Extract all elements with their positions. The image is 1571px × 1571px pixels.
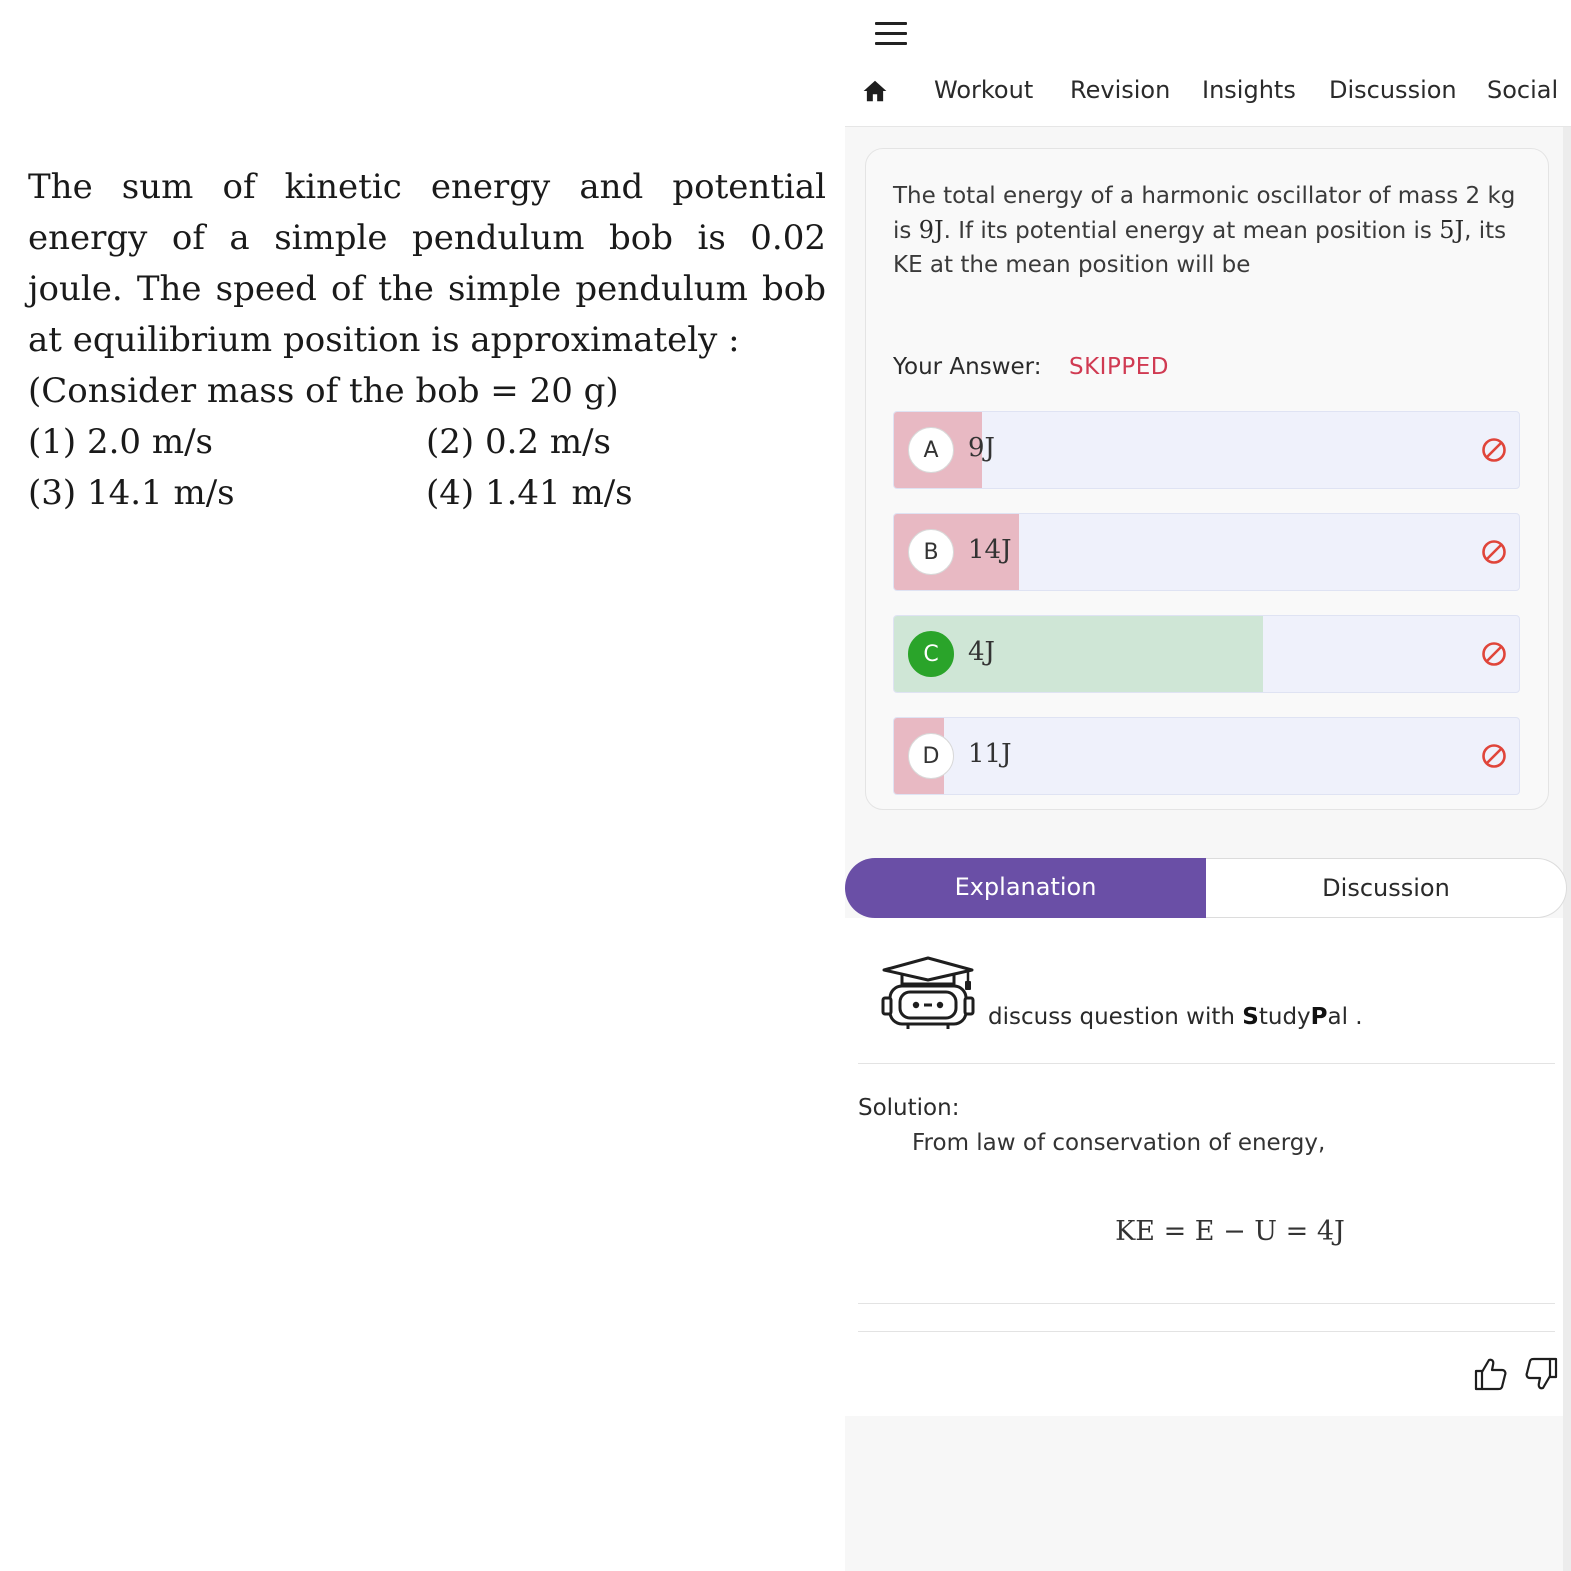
- option-d[interactable]: [893, 717, 1520, 795]
- option-c[interactable]: [893, 615, 1520, 693]
- left-option-3: (3) 14.1 m/s: [28, 473, 235, 513]
- option-a-letter: A: [908, 427, 954, 473]
- solution-label: Solution:: [858, 1095, 960, 1121]
- your-answer-status: SKIPPED: [1069, 354, 1169, 380]
- nav-discussion[interactable]: Discussion: [1329, 76, 1457, 104]
- tab-discussion[interactable]: Discussion: [1206, 858, 1567, 918]
- ban-icon: [1481, 641, 1507, 667]
- ban-icon: [1481, 743, 1507, 769]
- solution-text: From law of conservation of energy,: [912, 1130, 1326, 1156]
- ban-icon: [1481, 539, 1507, 565]
- left-option-1: (1) 2.0 m/s: [28, 422, 213, 462]
- left-question-stem: The sum of kinetic energy and potential energy of a simple pendulum bob is 0.02 joule. The speed of the simple pendulum bob at equilibrium position is approximately :: [28, 167, 826, 360]
- solution-formula: KE = E − U = 4J: [1115, 1216, 1345, 1247]
- option-a[interactable]: [893, 411, 1520, 489]
- left-question-options: [28, 417, 826, 519]
- your-answer-label: Your Answer:: [893, 354, 1042, 380]
- divider: [858, 1303, 1555, 1304]
- thumbs-up-icon[interactable]: [1473, 1356, 1507, 1392]
- question-text: The total energy of a harmonic oscillator of mass 2 kg is 9J. If its potential energy at mean position is 5J, its KE at the mean position will be: [893, 183, 1516, 278]
- studypal-robot-icon[interactable]: [880, 954, 976, 1030]
- nav-workout[interactable]: Workout: [934, 76, 1034, 104]
- scrollbar[interactable]: [1563, 127, 1571, 1571]
- nav-bar: [845, 70, 1571, 114]
- home-icon[interactable]: [862, 78, 888, 104]
- explanation-discussion-tabs: [845, 858, 1567, 918]
- left-question-text: [28, 162, 826, 519]
- top-bar: [845, 0, 1571, 127]
- left-option-2: (2) 0.2 m/s: [426, 422, 611, 462]
- option-a-text: 9J: [968, 433, 995, 463]
- nav-revision[interactable]: Revision: [1070, 76, 1171, 104]
- hamburger-menu-icon[interactable]: [875, 22, 907, 46]
- divider: [858, 1063, 1555, 1064]
- option-b-text: 14J: [968, 535, 1012, 565]
- thumbs-down-icon[interactable]: [1525, 1356, 1559, 1392]
- question-card: [865, 148, 1549, 810]
- ban-icon: [1481, 437, 1507, 463]
- option-d-letter: D: [908, 733, 954, 779]
- option-d-text: 11J: [968, 739, 1012, 769]
- left-question-consider: (Consider mass of the bob = 20 g): [28, 371, 619, 411]
- option-c-letter: C: [908, 631, 954, 677]
- explanation-content: [845, 918, 1563, 1416]
- option-c-text: 4J: [968, 637, 995, 667]
- divider: [858, 1331, 1555, 1332]
- studypal-link[interactable]: discuss question with StudyPal .: [988, 1004, 1363, 1030]
- option-b[interactable]: [893, 513, 1520, 591]
- nav-social[interactable]: Social: [1487, 76, 1559, 104]
- app-panel: [845, 0, 1571, 1571]
- nav-insights[interactable]: Insights: [1202, 76, 1296, 104]
- option-b-letter: B: [908, 529, 954, 575]
- left-option-4: (4) 1.41 m/s: [426, 473, 633, 513]
- tab-explanation[interactable]: Explanation: [845, 858, 1206, 918]
